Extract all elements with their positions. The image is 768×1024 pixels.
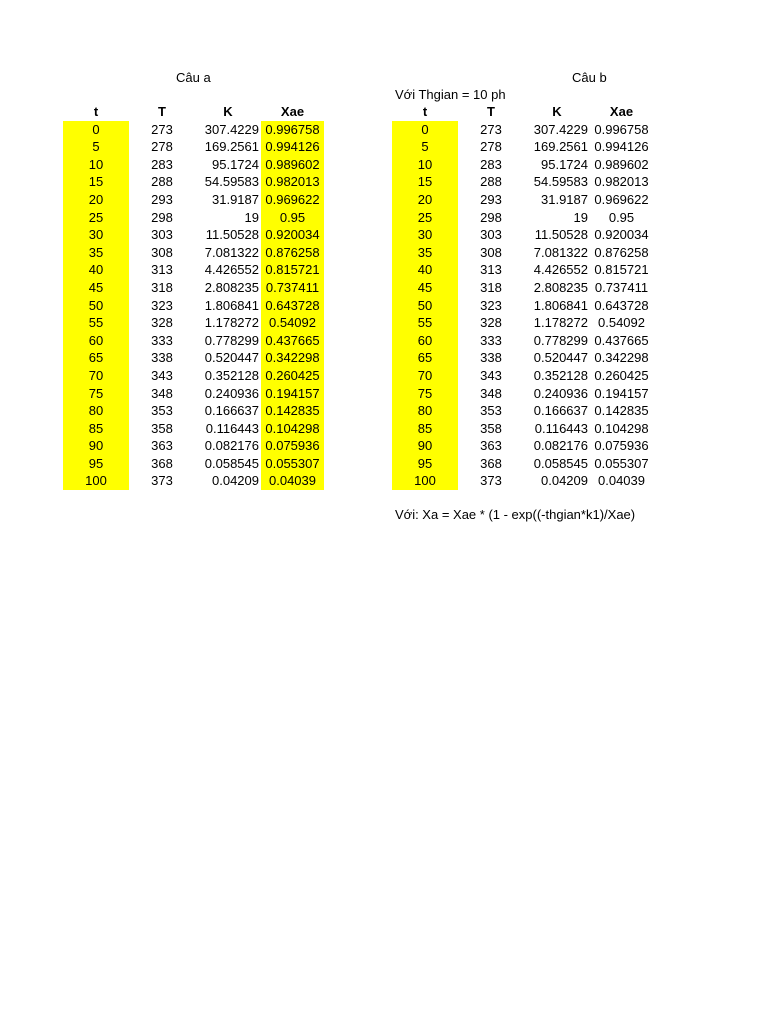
- cell-T: 278: [151, 139, 173, 155]
- cell-t: 75: [63, 385, 129, 403]
- cell-K: 0.116443: [534, 420, 588, 436]
- cell-Xae: 0.815721: [261, 261, 324, 279]
- table-row: [392, 121, 653, 139]
- cell-T: 313: [151, 262, 173, 278]
- cell-t: 65: [392, 349, 458, 367]
- cell-K: 1.806841: [533, 297, 588, 313]
- cell-T: 353: [480, 403, 502, 419]
- cell-K: 0.352128: [533, 367, 588, 383]
- cell-t: 50: [63, 297, 129, 315]
- table-row: [63, 244, 324, 262]
- cell-Xae: 0.982013: [261, 173, 324, 191]
- cell-t: 40: [63, 261, 129, 279]
- table-row: [392, 244, 653, 262]
- table-row: [392, 314, 653, 332]
- table-row: [63, 420, 324, 438]
- cell-Xae: 0.876258: [594, 244, 649, 260]
- cell-Xae: 0.194157: [594, 385, 649, 401]
- cell-Xae: 0.437665: [594, 332, 649, 348]
- header-t: t: [93, 104, 99, 119]
- cell-Xae: 0.342298: [594, 350, 649, 366]
- cell-T: 288: [151, 174, 173, 190]
- table-row: [392, 420, 653, 438]
- table-row: [63, 173, 324, 191]
- table-row: [63, 261, 324, 279]
- table-row: [392, 138, 653, 156]
- cell-T: 348: [480, 385, 502, 401]
- cell-K: 0.520447: [533, 350, 588, 366]
- cell-K: 11.50528: [534, 227, 588, 243]
- cell-K: 1.178272: [204, 315, 259, 331]
- cell-Xae: 0.737411: [261, 279, 324, 297]
- cell-t: 100: [63, 472, 129, 490]
- cell-T: 318: [480, 279, 502, 295]
- cell-T: 343: [151, 367, 173, 383]
- cell-t: 20: [392, 191, 458, 209]
- cell-K: 169.2561: [204, 139, 259, 155]
- cell-t: 55: [63, 314, 129, 332]
- cell-Xae: 0.260425: [594, 367, 649, 383]
- cell-T: 348: [151, 385, 173, 401]
- table-row: [63, 314, 324, 332]
- cell-T: 298: [480, 209, 502, 225]
- cell-Xae: 0.920034: [261, 226, 324, 244]
- cell-t: 25: [392, 209, 458, 227]
- cell-Xae: 0.920034: [594, 227, 649, 243]
- cell-t: 50: [392, 297, 458, 315]
- table-row: [63, 349, 324, 367]
- cell-t: 100: [392, 472, 458, 490]
- cell-K: 0.082176: [204, 438, 259, 454]
- cell-T: 283: [480, 156, 502, 172]
- cell-t: 75: [392, 385, 458, 403]
- cell-Xae: 0.055307: [261, 455, 324, 473]
- section-b-time-note: Với Thgian = 10 ph: [395, 87, 506, 102]
- cell-t: 35: [63, 244, 129, 262]
- table-row: [63, 332, 324, 350]
- cell-T: 373: [151, 473, 173, 489]
- cell-Xae: 0.104298: [594, 420, 649, 436]
- cell-Xae: 0.142835: [594, 403, 649, 419]
- header-row: [392, 103, 653, 121]
- cell-T: 293: [480, 191, 502, 207]
- cell-t: 15: [63, 173, 129, 191]
- cell-T: 303: [151, 227, 173, 243]
- cell-T: 318: [151, 279, 173, 295]
- cell-K: 4.426552: [533, 262, 588, 278]
- cell-K: 31.9187: [212, 191, 259, 207]
- cell-T: 333: [480, 332, 502, 348]
- cell-t: 85: [63, 420, 129, 438]
- cell-K: 2.808235: [533, 279, 588, 295]
- cell-t: 20: [63, 191, 129, 209]
- table-row: [392, 261, 653, 279]
- cell-K: 1.806841: [204, 297, 259, 313]
- cell-T: 298: [151, 209, 173, 225]
- table-row: [63, 472, 324, 490]
- cell-K: 0.04209: [212, 473, 259, 489]
- table-row: [63, 297, 324, 315]
- cell-K: 0.520447: [204, 350, 259, 366]
- cell-Xae: 0.996758: [594, 121, 649, 137]
- cell-Xae: 0.95: [261, 209, 324, 227]
- cell-t: 40: [392, 261, 458, 279]
- cell-Xae: 0.075936: [594, 438, 649, 454]
- table-row: [392, 209, 653, 227]
- cell-T: 308: [480, 244, 502, 260]
- cell-K: 0.240936: [204, 385, 259, 401]
- cell-K: 169.2561: [533, 139, 588, 155]
- cell-K: 1.178272: [533, 315, 588, 331]
- cell-K: 95.1724: [212, 156, 259, 172]
- table-row: [392, 279, 653, 297]
- cell-Xae: 0.055307: [594, 455, 649, 471]
- cell-K: 307.4229: [533, 121, 588, 137]
- cell-T: 338: [151, 350, 173, 366]
- cell-t: 90: [63, 437, 129, 455]
- cell-Xae: 0.996758: [261, 121, 324, 139]
- cell-T: 343: [480, 367, 502, 383]
- cell-K: 0.240936: [533, 385, 588, 401]
- cell-t: 0: [63, 121, 129, 139]
- cell-T: 273: [480, 121, 502, 137]
- cell-t: 70: [392, 367, 458, 385]
- cell-T: 303: [480, 227, 502, 243]
- cell-K: 7.081322: [204, 244, 259, 260]
- table-row: [392, 297, 653, 315]
- cell-Xae: 0.969622: [594, 191, 649, 207]
- header-row: [63, 103, 324, 121]
- cell-Xae: 0.54092: [598, 315, 645, 331]
- cell-t: 25: [63, 209, 129, 227]
- table-row: [392, 349, 653, 367]
- cell-T: 353: [151, 403, 173, 419]
- cell-K: 0.166637: [533, 403, 588, 419]
- cell-Xae: 0.737411: [594, 279, 649, 295]
- cell-t: 30: [392, 226, 458, 244]
- cell-T: 308: [151, 244, 173, 260]
- table-row: [392, 402, 653, 420]
- cell-K: 0.778299: [204, 332, 259, 348]
- cell-K: 2.808235: [204, 279, 259, 295]
- cell-Xae: 0.142835: [261, 402, 324, 420]
- cell-K: 7.081322: [533, 244, 588, 260]
- cell-Xae: 0.260425: [261, 367, 324, 385]
- cell-T: 363: [151, 438, 173, 454]
- cell-Xae: 0.876258: [261, 244, 324, 262]
- cell-T: 368: [151, 455, 173, 471]
- cell-T: 373: [480, 473, 502, 489]
- cell-Xae: 0.989602: [594, 156, 649, 172]
- table-row: [392, 385, 653, 403]
- cell-t: 45: [63, 279, 129, 297]
- table-row: [63, 226, 324, 244]
- cell-T: 293: [151, 191, 173, 207]
- header-T: T: [158, 104, 166, 119]
- cell-T: 278: [480, 139, 502, 155]
- cell-Xae: 0.969622: [261, 191, 324, 209]
- cell-t: 60: [392, 332, 458, 350]
- cell-t: 90: [392, 437, 458, 455]
- header-K: K: [552, 104, 562, 119]
- cell-Xae: 0.815721: [594, 262, 649, 278]
- table-row: [392, 455, 653, 473]
- cell-Xae: 0.982013: [594, 174, 649, 190]
- cell-K: 31.9187: [541, 191, 588, 207]
- cell-K: 95.1724: [541, 156, 588, 172]
- table-row: [63, 385, 324, 403]
- cell-T: 368: [480, 455, 502, 471]
- cell-K: 54.59583: [533, 174, 588, 190]
- cell-T: 283: [151, 156, 173, 172]
- cell-K: 0.058545: [533, 455, 588, 471]
- header-t: t: [422, 104, 428, 119]
- cell-t: 5: [392, 138, 458, 156]
- cell-t: 5: [63, 138, 129, 156]
- cell-t: 95: [392, 455, 458, 473]
- cell-K: 307.4229: [204, 121, 259, 137]
- table-row: [392, 437, 653, 455]
- cell-T: 328: [480, 315, 502, 331]
- table-row: [63, 191, 324, 209]
- cell-t: 80: [63, 402, 129, 420]
- cell-Xae: 0.342298: [261, 349, 324, 367]
- header-T: T: [487, 104, 495, 119]
- cell-T: 323: [151, 297, 173, 313]
- table-row: [392, 226, 653, 244]
- cell-K: 0.778299: [533, 332, 588, 348]
- cell-t: 55: [392, 314, 458, 332]
- table-row: [392, 472, 653, 490]
- cell-t: 45: [392, 279, 458, 297]
- cell-K: 0.058545: [204, 455, 259, 471]
- cell-K: 0.082176: [533, 438, 588, 454]
- cell-K: 4.426552: [204, 262, 259, 278]
- cell-Xae: 0.104298: [261, 420, 324, 438]
- cell-Xae: 0.04039: [261, 472, 324, 490]
- cell-t: 85: [392, 420, 458, 438]
- table-row: [392, 332, 653, 350]
- cell-K: 0.352128: [204, 367, 259, 383]
- cell-t: 35: [392, 244, 458, 262]
- cell-T: 288: [480, 174, 502, 190]
- cell-Xae: 0.95: [608, 209, 635, 225]
- section-b-title: Câu b: [572, 70, 607, 85]
- cell-K: 0.166637: [204, 403, 259, 419]
- table-row: [63, 455, 324, 473]
- section-a-title: Câu a: [176, 70, 211, 85]
- cell-T: 363: [480, 438, 502, 454]
- cell-t: 95: [63, 455, 129, 473]
- table-row: [392, 173, 653, 191]
- header-Xae: Xae: [609, 104, 634, 119]
- table-row: [63, 367, 324, 385]
- cell-T: 333: [151, 332, 173, 348]
- cell-Xae: 0.989602: [261, 156, 324, 174]
- cell-T: 328: [151, 315, 173, 331]
- cell-T: 358: [151, 420, 173, 436]
- cell-T: 323: [480, 297, 502, 313]
- header-K: K: [223, 104, 233, 119]
- cell-t: 15: [392, 173, 458, 191]
- cell-Xae: 0.075936: [261, 437, 324, 455]
- table-row: [63, 138, 324, 156]
- cell-Xae: 0.437665: [261, 332, 324, 350]
- table-row: [63, 402, 324, 420]
- table-row: [392, 367, 653, 385]
- cell-T: 358: [480, 420, 502, 436]
- cell-Xae: 0.54092: [261, 314, 324, 332]
- cell-Xae: 0.994126: [261, 138, 324, 156]
- table-row: [63, 437, 324, 455]
- table-cau-b: [392, 103, 653, 490]
- cell-Xae: 0.994126: [594, 139, 649, 155]
- formula-note: Với: Xa = Xae * (1 - exp((-thgian*k1)/Xae): [395, 507, 636, 522]
- cell-K: 11.50528: [205, 227, 259, 243]
- cell-t: 0: [392, 121, 458, 139]
- header-Xae: Xae: [280, 104, 305, 119]
- cell-Xae: 0.04039: [598, 473, 645, 489]
- cell-t: 30: [63, 226, 129, 244]
- cell-K: 0.116443: [205, 420, 259, 436]
- cell-K: 0.04209: [541, 473, 588, 489]
- cell-t: 80: [392, 402, 458, 420]
- table-row: [63, 156, 324, 174]
- cell-Xae: 0.643728: [594, 297, 649, 313]
- cell-Xae: 0.194157: [261, 385, 324, 403]
- table-row: [392, 191, 653, 209]
- table-row: [63, 121, 324, 139]
- cell-t: 65: [63, 349, 129, 367]
- table-cau-a: [63, 103, 324, 490]
- cell-Xae: 0.643728: [261, 297, 324, 315]
- cell-t: 70: [63, 367, 129, 385]
- cell-K: 19: [573, 209, 588, 225]
- cell-t: 10: [392, 156, 458, 174]
- cell-t: 60: [63, 332, 129, 350]
- table-row: [63, 279, 324, 297]
- table-row: [392, 156, 653, 174]
- cell-T: 273: [151, 121, 173, 137]
- table-row: [63, 209, 324, 227]
- cell-K: 54.59583: [204, 174, 259, 190]
- cell-T: 313: [480, 262, 502, 278]
- cell-T: 338: [480, 350, 502, 366]
- cell-K: 19: [244, 209, 259, 225]
- cell-t: 10: [63, 156, 129, 174]
